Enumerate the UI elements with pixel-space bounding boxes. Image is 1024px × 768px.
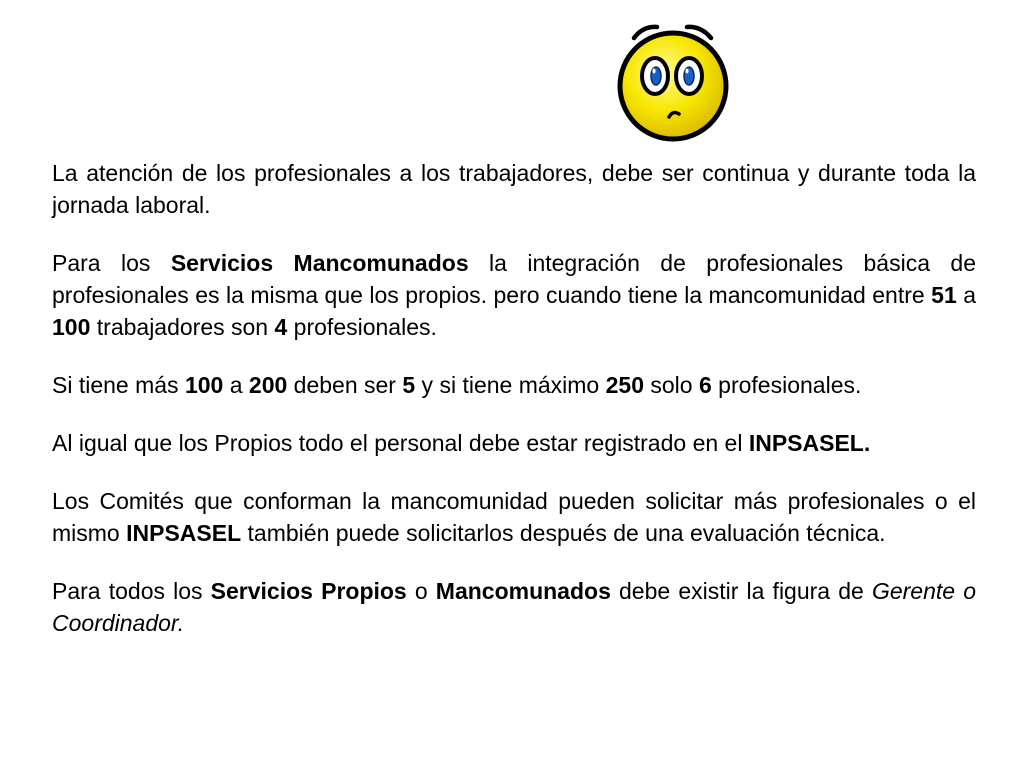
right-pupil [684,67,694,85]
text-segment: 100 [52,314,91,340]
surprised-face-icon [603,18,743,148]
body-text [52,157,976,639]
text-segment: a [956,282,976,308]
text-segment: 4 [274,314,288,340]
face-circle [620,33,726,139]
text-segment: deben ser [287,372,403,398]
text-segment: Al igual que los Propios todo el personal debe estar registrado en el [52,430,749,456]
text-segment: 250 [605,372,644,398]
text-segment: profesionales. [287,314,437,340]
text-segment: Mancomunados [435,578,611,604]
text-segment: INPSASEL. [748,430,871,456]
paragraph-5 [52,485,976,549]
left-pupil [651,67,661,85]
paragraph-4 [52,427,976,459]
text-segment: o [406,578,436,604]
text-segment: también puede solicitarlos después de una evaluación técnica. [241,520,886,546]
text-segment: 51 [931,282,957,308]
text-segment: Servicios Mancomunados [170,250,469,276]
text-segment: 200 [248,372,288,398]
text-segment: 5 [402,372,416,398]
text-segment: trabajadores son [90,314,275,340]
text-segment: debe existir la figura de [610,578,872,604]
text-segment: Si tiene más [52,372,185,398]
paragraph-6 [52,575,976,639]
text-segment: y si tiene máximo [415,372,606,398]
text-segment: Para los [52,250,171,276]
text-segment: Los Comités que conforman la mancomunidad pueden solicitar más profesionales o el mismo [52,488,976,546]
text-segment: Gerente o Coordinador. [52,578,976,636]
text-segment: 100 [184,372,224,398]
text-segment: la integración de profesionales básica de profesionales es la misma que los propios. pero cuando tiene la mancomunidad entre [52,250,976,308]
text-segment: profesionales. [711,372,862,398]
paragraph-3 [52,369,976,401]
text-segment: solo [644,372,699,398]
text-segment: a [223,372,249,398]
text-segment: Para todos los [52,578,211,604]
text-segment: INPSASEL [126,520,242,546]
text-segment: 6 [698,372,712,398]
paragraph-2 [52,247,976,343]
paragraph-1 [52,157,976,221]
text-segment: Servicios Propios [210,578,407,604]
text-segment: La atención de los profesionales a los trabajadores, debe ser continua y durante toda la jornada laboral. [52,160,976,218]
